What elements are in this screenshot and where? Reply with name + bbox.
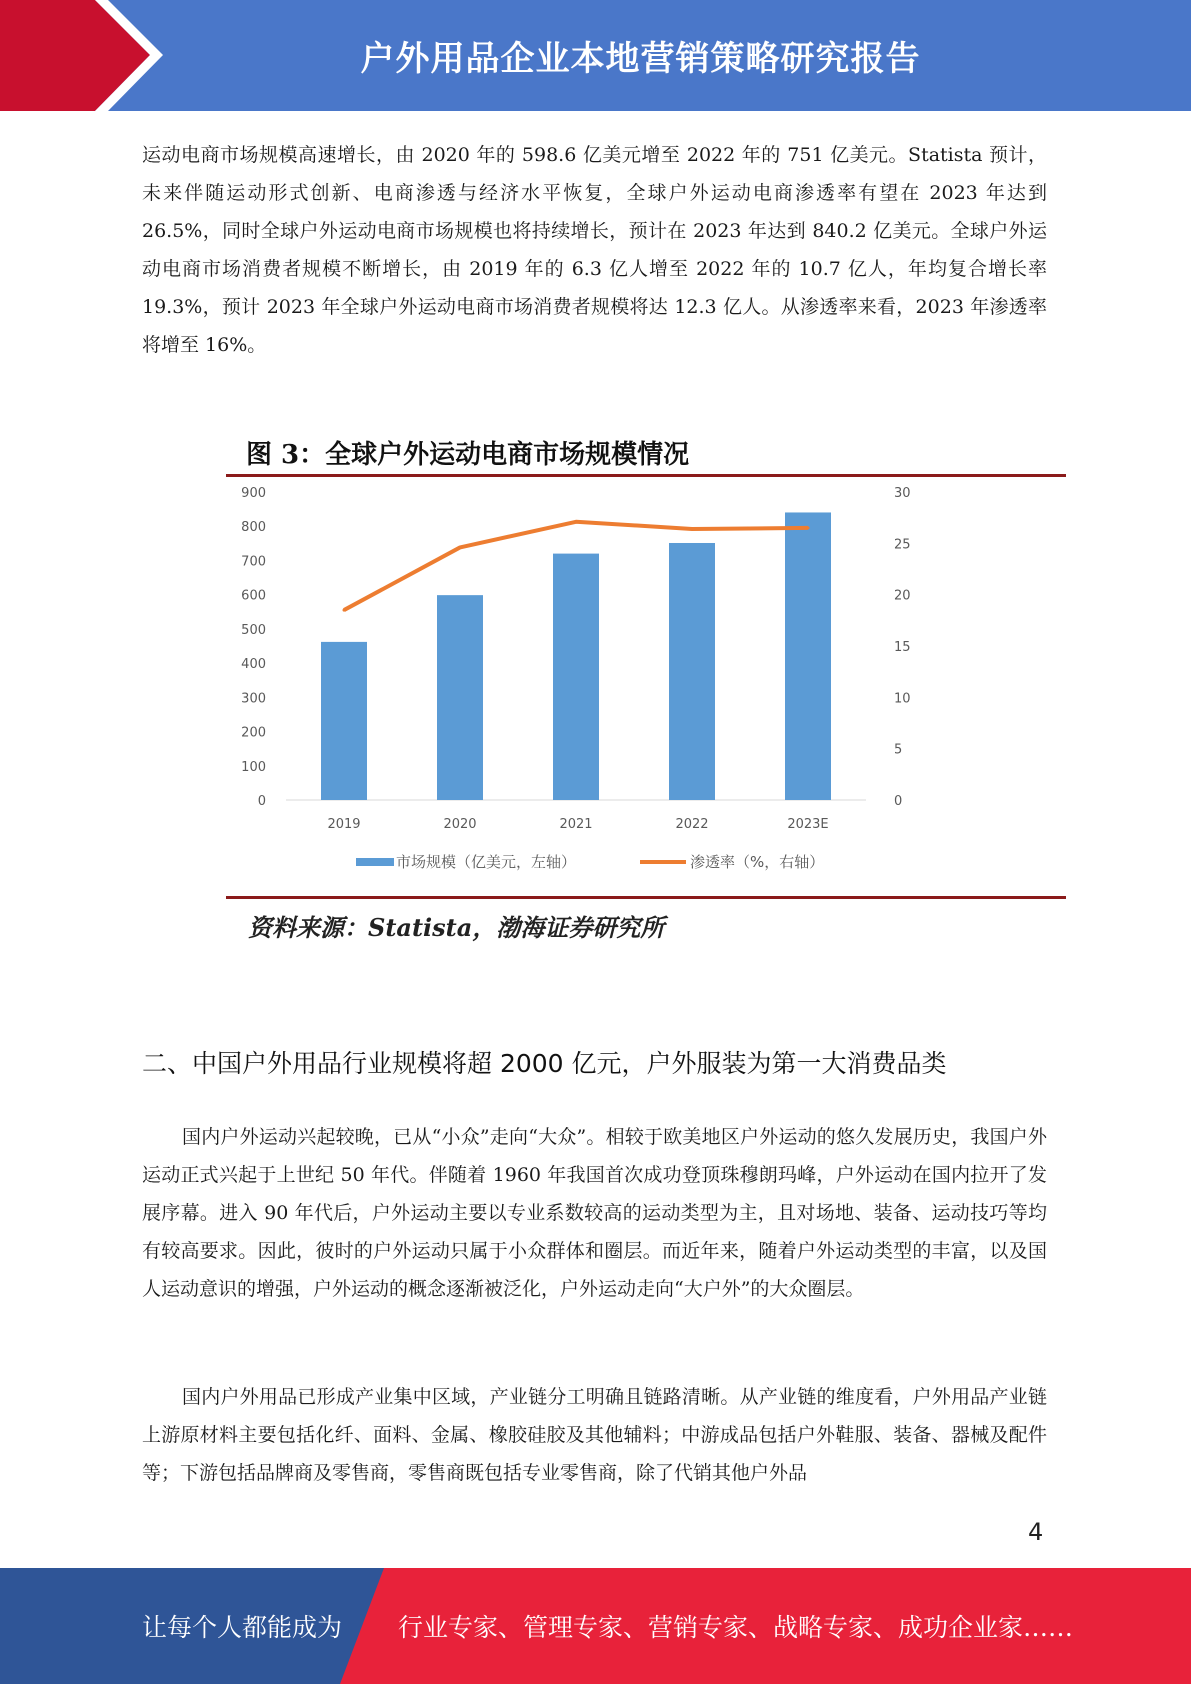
x-tick-label: 2021 — [559, 817, 593, 832]
figure-bottom-rule — [226, 896, 1066, 899]
y-right-tick-label: 10 — [894, 691, 911, 707]
footer-slogan-lead: 让每个人都能成为 — [142, 1613, 343, 1642]
header-banner — [0, 0, 1191, 111]
report-title: 户外用品企业本地营销策略研究报告 — [360, 39, 921, 79]
legend-swatch-market-size — [356, 858, 394, 866]
bar-market-size — [321, 642, 367, 800]
y-right-tick-label: 0 — [894, 794, 903, 809]
point-penetration-rate — [343, 609, 346, 612]
bar-market-size — [669, 543, 715, 800]
section-heading: 二、中国户外用品行业规模将超 2000 亿元，户外服装为第一大消费品类 — [142, 1049, 947, 1078]
y-left-tick-label: 900 — [241, 486, 266, 501]
x-tick-label: 2022 — [675, 817, 709, 832]
footer-slogan-roles: 行业专家、管理专家、营销专家、战略专家、成功企业家…… — [398, 1613, 1074, 1642]
paragraph-ecommerce-growth: 运动电商市场规模高速增长，由 2020 年的 598.6 亿美元增至 2022 年的 751 亿美元。Statista 预计，未来伴随运动形式创新、电商渗透与经济水平恢复，全球户外运动电商渗透率有望在 2023 年达到 26.5%，同时全球户外运动电商市场规模也将持续增长，预计在 2023 年达到 840.2 亿美元。全球户外运动电商市场消费者规模不断增长，由 2019 年的 6.3 亿人增至 2022 年的 10.7 亿人，年均复合增长率 19.3%，预计 2023 年全球户外运动电商市场消费者规模将达 12.3 亿人。从渗透率来看，2023 年渗透率将增至 16%。 — [142, 144, 1047, 356]
paragraph-outdoor-history: 国内户外运动兴起较晚，已从“小众”走向“大众”。相较于欧美地区户外运动的悠久发展历史，我国户外运动正式兴起于上世纪 50 年代。伴随着 1960 年我国首次成功登顶珠穆朗玛峰，户外运动在国内拉开了发展序幕。进入 90 年代后，户外运动主要以专业系数较高的运动类型为主，且对场地、装备、运动技巧等均有较高要求。因此，彼时的户外运动只属于小众群体和圈层。而近年来，随着户外运动类型的丰富，以及国人运动意识的增强，户外运动的概念逐渐被泛化，户外运动走向“大户外”的大众圈层。 — [142, 1126, 1047, 1300]
y-left-tick-label: 700 — [241, 554, 266, 570]
market-size-chart — [226, 472, 1066, 871]
y-left-tick-label: 600 — [241, 588, 266, 604]
y-left-tick-label: 800 — [241, 520, 266, 536]
figure-title: 图 3：全球户外运动电商市场规模情况 — [246, 440, 690, 470]
point-penetration-rate — [575, 520, 578, 523]
x-tick-label: 2023E — [787, 817, 829, 832]
y-left-tick-label: 300 — [241, 691, 266, 707]
y-left-tick-label: 200 — [241, 725, 266, 741]
figure-3 — [226, 420, 1066, 960]
page-number: 4 — [1028, 1518, 1044, 1546]
point-penetration-rate — [459, 546, 462, 549]
x-tick-label: 2019 — [327, 817, 361, 832]
y-right-tick-label: 30 — [894, 486, 911, 501]
figure-source: 资料来源：Statista，渤海证券研究所 — [248, 913, 665, 942]
y-left-tick-label: 500 — [241, 622, 266, 638]
y-left-tick-label: 100 — [241, 759, 266, 775]
y-right-tick-label: 20 — [894, 588, 911, 604]
bar-market-size — [553, 554, 599, 800]
point-penetration-rate — [807, 526, 810, 529]
legend-label-penetration-rate: 渗透率（%，右轴） — [690, 853, 825, 871]
point-penetration-rate — [691, 527, 694, 530]
footer-banner — [0, 1568, 1191, 1684]
legend-label-market-size: 市场规模（亿美元，左轴） — [396, 853, 577, 871]
y-right-tick-label: 15 — [894, 640, 911, 655]
bar-market-size — [785, 512, 831, 800]
bar-market-size — [437, 595, 483, 800]
paragraph-industry-chain: 国内户外用品已形成产业集中区域，产业链分工明确且链路清晰。从产业链的维度看，户外用品产业链上游原材料主要包括化纤、面料、金属、橡胶硅胶及其他辅料；中游成品包括户外鞋服、装备、器械及配件等；下游包括品牌商及零售商，零售商既包括专业零售商，除了代销其他户外品 — [142, 1386, 1047, 1484]
y-left-tick-label: 400 — [241, 657, 266, 673]
x-tick-label: 2020 — [443, 817, 477, 832]
y-left-tick-label: 0 — [257, 794, 266, 809]
y-right-tick-label: 5 — [894, 742, 903, 758]
y-right-tick-label: 25 — [894, 537, 911, 553]
